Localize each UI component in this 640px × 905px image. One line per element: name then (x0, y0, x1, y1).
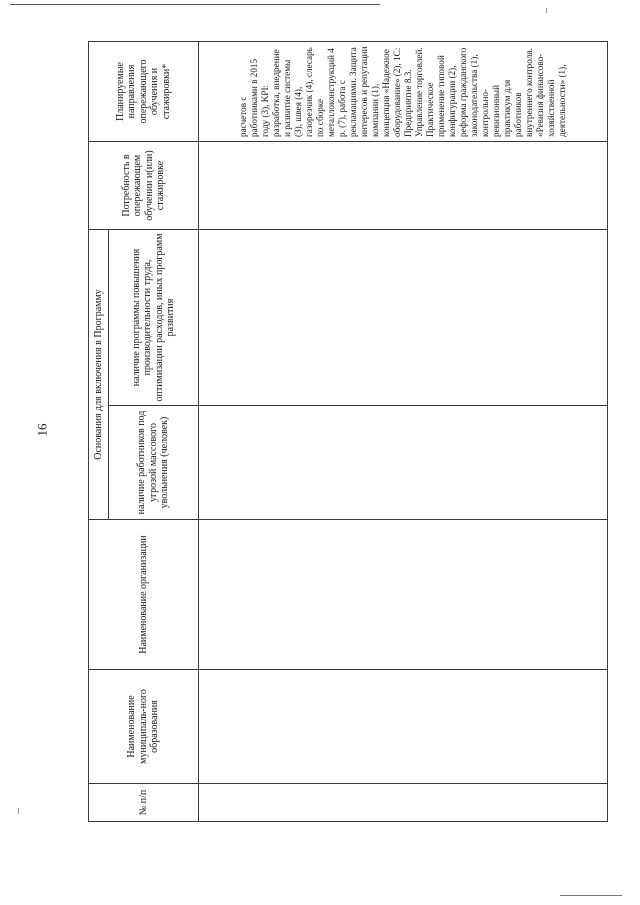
cell-directions: расчетов с работниками в 2015 году (3), KPI: разработка, внедрение и развитие системы (3), швея (4), газорезчик (4), слесарь по сборке металлоконструкций 4 р. (7), работа с рекламациями. Защита интересов и репутации компании (1), концепция «Надежное оборудование» (2), 1С: Предприятие 8.3. Управление торговлей. Практическое применение типовой конфигурации (2), реформа гражданского законодательства (1), контрольно-ревизионный практикум для работников внутреннего контроля. «Ревизия финансово-хозяйственной деятельности» (1), (199, 42, 608, 142)
cell-need (199, 142, 608, 230)
cell-num (199, 784, 608, 822)
cell-organization (199, 520, 608, 670)
scan-speck (546, 8, 547, 13)
plan-table (88, 41, 608, 822)
page-number: 16 (34, 423, 50, 437)
header-basis-threat: наличие работников под угрозой массового увольнения (человек) (109, 406, 199, 520)
header-directions: Планируемые направления опережающего обучения и стажировки* (89, 42, 199, 142)
scan-edge-line-bottom (560, 895, 622, 896)
cell-programs (199, 230, 608, 406)
scan-edge-line-top (10, 4, 380, 5)
header-organization: Наименование организации (89, 520, 199, 670)
header-need: Потребность в опережающем обучении и(или) стажировке (89, 142, 199, 230)
cell-municipality (199, 670, 608, 784)
table-header-row (89, 42, 109, 822)
header-basis-programs: наличие программы повышения производительности труда, оптимизации расходов, иных программ развития (109, 230, 199, 406)
cell-threat (199, 406, 608, 520)
header-basis-group: Основания для включения в Программу (89, 230, 109, 520)
header-municipality: Наименование муниципаль-ного образования (89, 670, 199, 784)
plan-table-rotated (88, 42, 608, 822)
scan-speck (18, 808, 19, 814)
table-row (199, 42, 608, 822)
header-num: № п/п (89, 784, 199, 822)
